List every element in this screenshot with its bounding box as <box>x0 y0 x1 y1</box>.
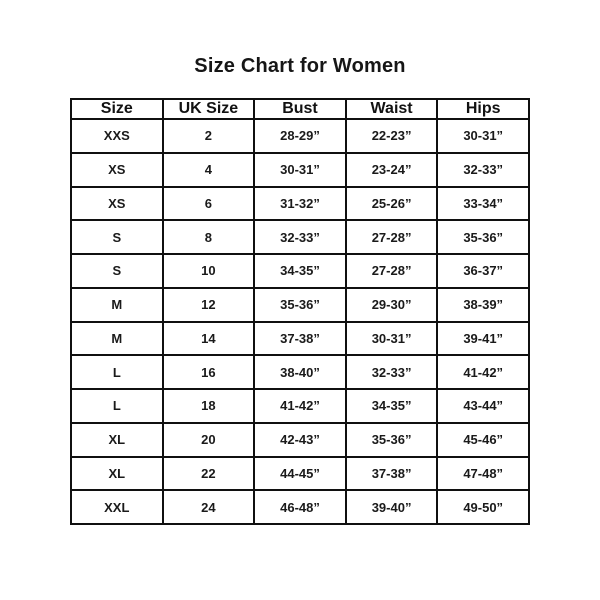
table-cell: 27-28” <box>346 254 438 288</box>
table-cell: 2 <box>163 119 255 153</box>
table-cell: 30-31” <box>346 322 438 356</box>
table-cell: 37-38” <box>346 457 438 491</box>
table-cell: 10 <box>163 254 255 288</box>
column-header: Size <box>71 99 163 119</box>
table-cell: L <box>71 389 163 423</box>
table-cell: 32-33” <box>346 355 438 389</box>
table-cell: M <box>71 288 163 322</box>
table-cell: 18 <box>163 389 255 423</box>
table-row <box>71 423 529 457</box>
table-row <box>71 254 529 288</box>
table-cell: M <box>71 322 163 356</box>
table-row <box>71 187 529 221</box>
table-cell: S <box>71 254 163 288</box>
table-cell: 35-36” <box>254 288 346 322</box>
header-row <box>71 99 529 119</box>
table-cell: 41-42” <box>437 355 529 389</box>
column-header: UK Size <box>163 99 255 119</box>
table-cell: 37-38” <box>254 322 346 356</box>
table-cell: 32-33” <box>437 153 529 187</box>
table-row <box>71 322 529 356</box>
column-header: Hips <box>437 99 529 119</box>
column-header: Bust <box>254 99 346 119</box>
column-header: Waist <box>346 99 438 119</box>
table-cell: 22-23” <box>346 119 438 153</box>
table-cell: 12 <box>163 288 255 322</box>
table-cell: 8 <box>163 220 255 254</box>
table-cell: 16 <box>163 355 255 389</box>
table-cell: XS <box>71 153 163 187</box>
table-cell: 47-48” <box>437 457 529 491</box>
table-cell: S <box>71 220 163 254</box>
table-cell: 45-46” <box>437 423 529 457</box>
table-cell: 32-33” <box>254 220 346 254</box>
table-cell: 14 <box>163 322 255 356</box>
table-cell: 39-41” <box>437 322 529 356</box>
table-cell: 6 <box>163 187 255 221</box>
table-head <box>71 99 529 119</box>
table-cell: L <box>71 355 163 389</box>
table-cell: XXL <box>71 490 163 524</box>
table-cell: XL <box>71 457 163 491</box>
table-cell: 28-29” <box>254 119 346 153</box>
table-cell: 23-24” <box>346 153 438 187</box>
table-cell: 20 <box>163 423 255 457</box>
table-cell: 31-32” <box>254 187 346 221</box>
table-cell: 41-42” <box>254 389 346 423</box>
table-cell: XL <box>71 423 163 457</box>
table-cell: 44-45” <box>254 457 346 491</box>
page-title: Size Chart for Women <box>194 55 406 77</box>
table-cell: 49-50” <box>437 490 529 524</box>
table-cell: 30-31” <box>437 119 529 153</box>
table-cell: 43-44” <box>437 389 529 423</box>
table-cell: 4 <box>163 153 255 187</box>
table-cell: 24 <box>163 490 255 524</box>
table-row <box>71 355 529 389</box>
table-cell: 25-26” <box>346 187 438 221</box>
table-row <box>71 220 529 254</box>
table-body <box>71 119 529 524</box>
table-row <box>71 389 529 423</box>
table-cell: 33-34” <box>437 187 529 221</box>
table-cell: 46-48” <box>254 490 346 524</box>
table-cell: 22 <box>163 457 255 491</box>
table-cell: 35-36” <box>346 423 438 457</box>
table-cell: 38-40” <box>254 355 346 389</box>
size-chart-table <box>70 98 530 525</box>
table-cell: 29-30” <box>346 288 438 322</box>
table-cell: 38-39” <box>437 288 529 322</box>
table-cell: 34-35” <box>254 254 346 288</box>
table-cell: 39-40” <box>346 490 438 524</box>
table-row <box>71 490 529 524</box>
table-row <box>71 153 529 187</box>
table-cell: 30-31” <box>254 153 346 187</box>
table-cell: XXS <box>71 119 163 153</box>
table-row <box>71 457 529 491</box>
table-row <box>71 119 529 153</box>
table-cell: XS <box>71 187 163 221</box>
table-cell: 27-28” <box>346 220 438 254</box>
table-cell: 42-43” <box>254 423 346 457</box>
table-row <box>71 288 529 322</box>
table-cell: 35-36” <box>437 220 529 254</box>
table-cell: 34-35” <box>346 389 438 423</box>
table-cell: 36-37” <box>437 254 529 288</box>
